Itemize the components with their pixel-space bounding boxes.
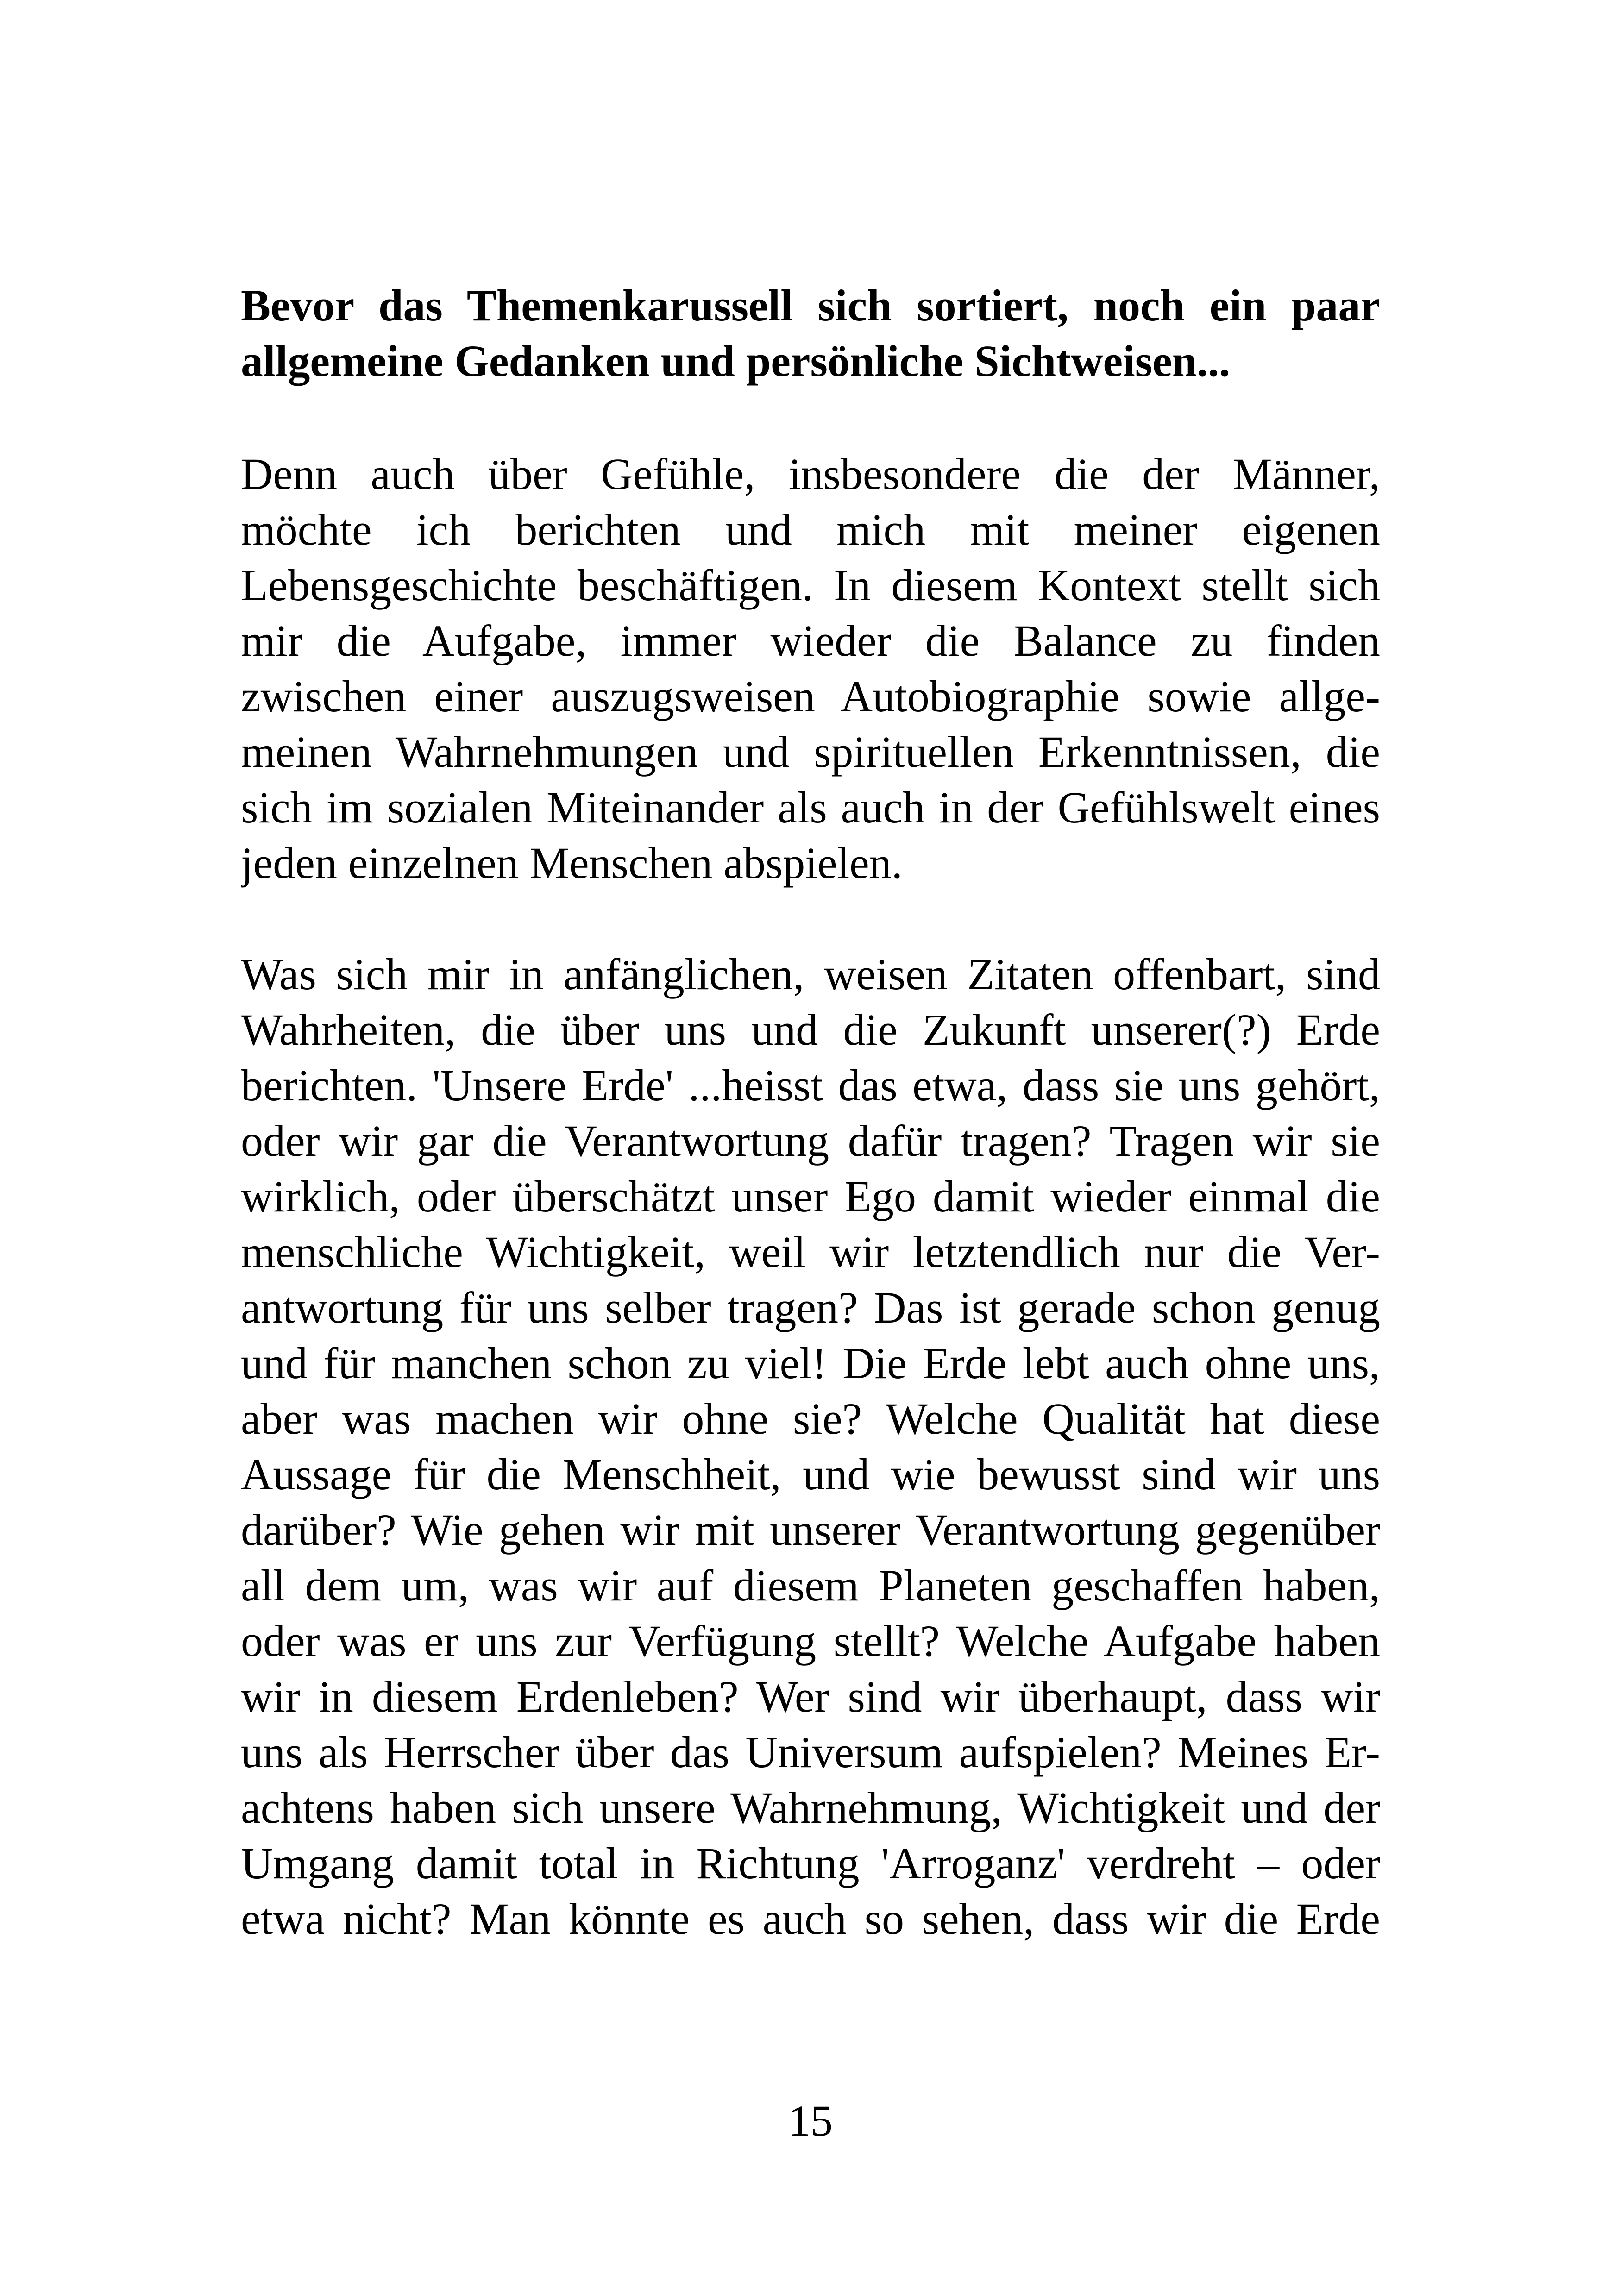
paragraph-line: aber was machen wir ohne sie? Welche Qualität hat diese — [241, 1394, 1380, 1443]
paragraph-line: Lebensgeschichte beschäftigen. In diesem Kontext stellt sich — [241, 560, 1380, 610]
paragraph-line: wir in diesem Erdenleben? Wer sind wir überhaupt, dass wir — [241, 1672, 1380, 1721]
paragraph-line: oder was er uns zur Verfügung stellt? Welche Aufgabe haben — [241, 1616, 1380, 1666]
paragraph-line: wirklich, oder überschätzt unser Ego damit wieder einmal die — [241, 1172, 1380, 1221]
paragraph-line: berichten. 'Unsere Erde' ...heisst das etwa, dass sie uns gehört, — [241, 1060, 1380, 1110]
paragraph-line: etwa nicht? Man könnte es auch so sehen, dass wir die Erde — [241, 1894, 1380, 1944]
paragraph-line: zwischen einer auszugsweisen Autobiographie sowie allge- — [241, 671, 1380, 721]
paragraph-line: und für manchen schon zu viel! Die Erde lebt auch ohne uns, — [241, 1338, 1380, 1388]
paragraph-line: jeden einzelnen Menschen abspielen. — [241, 838, 903, 888]
page-number: 15 — [788, 2096, 833, 2145]
paragraph-line: menschliche Wichtigkeit, weil wir letztendlich nur die Ver- — [241, 1227, 1380, 1277]
paragraph-line: uns als Herrscher über das Universum aufspielen? Meines Er- — [241, 1727, 1380, 1777]
paragraph-line: antwortung für uns selber tragen? Das ist gerade schon genug — [241, 1283, 1380, 1332]
heading-line: allgemeine Gedanken und persönliche Sichtweisen... — [241, 336, 1231, 386]
paragraph-line: Umgang damit total in Richtung 'Arroganz' verdreht – oder — [241, 1838, 1380, 1888]
paragraph-line: darüber? Wie gehen wir mit unserer Verantwortung gegenüber — [241, 1505, 1380, 1555]
paragraph-line: achtens haben sich unsere Wahrnehmung, Wichtigkeit und der — [241, 1783, 1380, 1832]
paragraph-2 — [241, 947, 1380, 1947]
paragraph-1 — [241, 446, 1380, 891]
paragraph-line: möchte ich berichten und mich mit meiner eigenen — [241, 505, 1380, 554]
paragraph-line: Was sich mir in anfänglichen, weisen Zitaten offenbart, sind — [241, 949, 1380, 999]
paragraph-line: oder wir gar die Verantwortung dafür tragen? Tragen wir sie — [241, 1116, 1380, 1166]
paragraph-line: meinen Wahrnehmungen und spirituellen Erkenntnissen, die — [241, 727, 1380, 777]
paragraph-line: Wahrheiten, die über uns und die Zukunft unserer(?) Erde — [241, 1005, 1380, 1054]
section-heading — [241, 278, 1380, 389]
paragraph-line: mir die Aufgabe, immer wieder die Balance zu finden — [241, 616, 1380, 665]
paragraph-line: Aussage für die Menschheit, und wie bewusst sind wir uns — [241, 1449, 1380, 1499]
heading-line: Bevor das Themenkarussell sich sortiert, noch ein paar — [241, 281, 1380, 330]
paragraph-line: all dem um, was wir auf diesem Planeten geschaffen haben, — [241, 1561, 1380, 1610]
paragraph-line: Denn auch über Gefühle, insbesondere die der Männer, — [241, 449, 1380, 499]
paragraph-line: sich im sozialen Miteinander als auch in der Gefühlswelt eines — [241, 783, 1380, 832]
